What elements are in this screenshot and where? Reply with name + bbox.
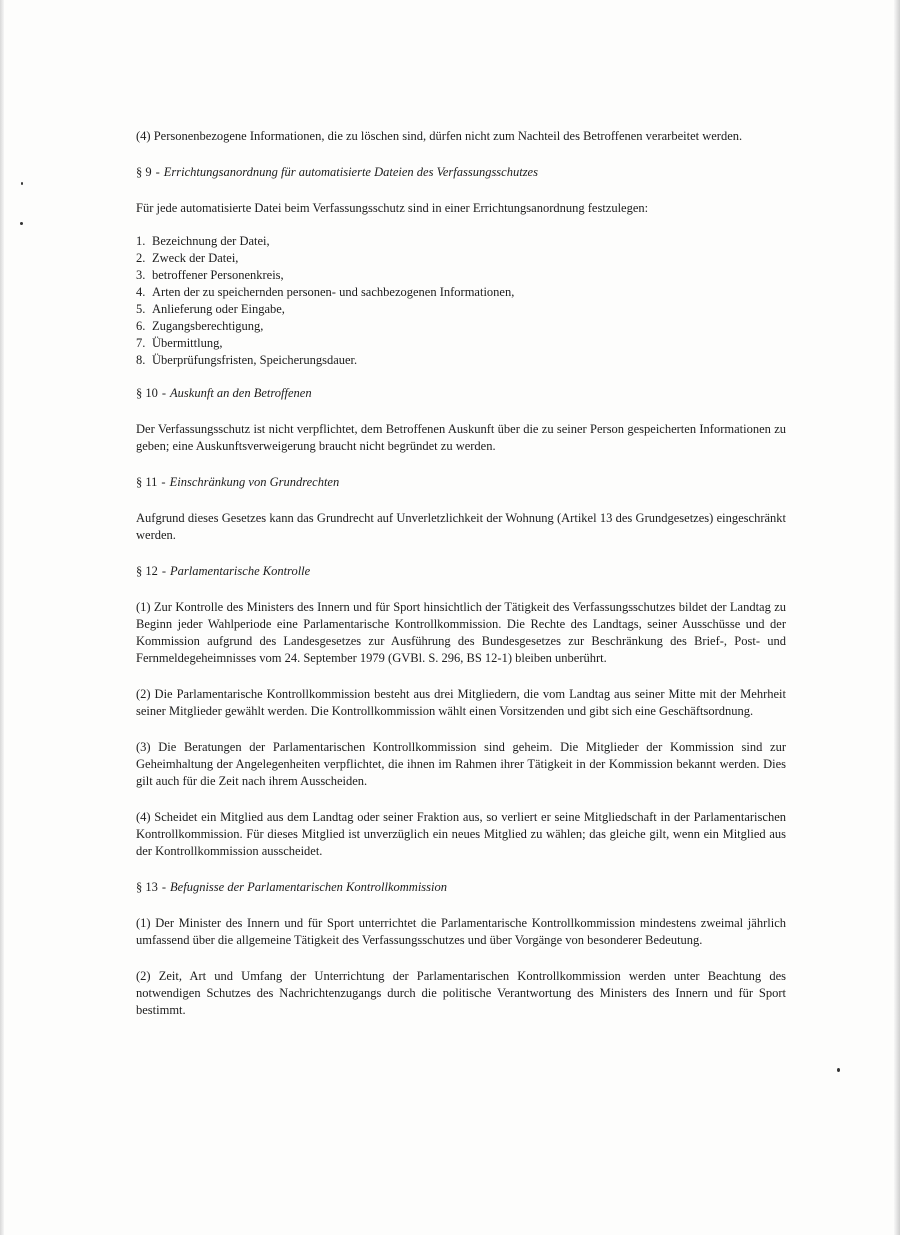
block-gap <box>136 544 786 563</box>
list-item <box>136 233 786 250</box>
section-number: § 11 <box>136 475 158 489</box>
list-item-number: 7. <box>136 336 146 350</box>
list-item-text: Überprüfungsfristen, Speicherungsdauer. <box>152 353 358 367</box>
list-item-number: 4. <box>136 285 146 299</box>
paragraph: (4) Personenbezogene Informationen, die zu löschen sind, dürfen nicht zum Nachteil des Betroffenen verarbeitet werden. <box>136 129 743 143</box>
section-title: Befugnisse der Parlamentarischen Kontrollkommission <box>170 880 447 894</box>
section-heading <box>136 164 786 181</box>
list-item-number: 1. <box>136 234 146 248</box>
paragraph: (3) Die Beratungen der Parlamentarischen Kontrollkommission sind geheim. Die Mitglieder der Kommission sind zur Geheimhaltung der Angelegenheiten verpflichtet, die ihnen im Rahmen ihrer Tätigkeit in der Kommission bekannt werden. Dies gilt auch für die Zeit nach ihrem Ausscheiden. <box>136 740 786 788</box>
section-dash: - <box>155 165 160 179</box>
scan-speck <box>837 1068 840 1072</box>
list-item <box>136 267 786 284</box>
list-item-number: 3. <box>136 268 146 282</box>
block-gap <box>136 402 786 421</box>
section-title: Errichtungsanordnung für automatisierte Dateien des Verfassungsschutzes <box>163 165 538 179</box>
block-gap <box>136 860 786 879</box>
block-gap <box>136 949 786 968</box>
block-gap <box>136 896 786 915</box>
list-item-text: Zweck der Datei, <box>152 251 239 265</box>
block-gap <box>136 369 786 385</box>
list-item-text: Zugangsberechtigung, <box>152 319 264 333</box>
list-item-number: 5. <box>136 302 146 316</box>
list-item-text: Anlieferung oder Eingabe, <box>152 302 285 316</box>
list-item-number: 6. <box>136 319 146 333</box>
section-number: § 9 <box>136 165 152 179</box>
block-gap <box>136 720 786 739</box>
list-item-number: 8. <box>136 353 146 367</box>
paragraph: (2) Die Parlamentarische Kontrollkommission besteht aus drei Mitgliedern, die vom Landtag aus seiner Mitte mit der Mehrheit seiner Mitglieder gewählt werden. Die Kontrollkommission wählt einen Vorsitzenden und gibt sich eine Geschäftsordnung. <box>136 687 786 718</box>
list-item <box>136 352 786 369</box>
block-gap <box>136 491 786 510</box>
section-dash: - <box>161 475 166 489</box>
block-gap <box>136 455 786 474</box>
block-gap <box>136 667 786 686</box>
list-item <box>136 301 786 318</box>
section-heading <box>136 879 786 896</box>
section-title: Parlamentarische Kontrolle <box>170 564 311 578</box>
section-dash: - <box>161 880 167 894</box>
list-item <box>136 284 786 301</box>
section-title: Auskunft an den Betroffenen <box>170 386 312 400</box>
list-item-text: Übermittlung, <box>152 336 223 350</box>
paragraph: (2) Zeit, Art und Umfang der Unterrichtung der Parlamentarischen Kontrollkommission werden unter Beachtung des notwendigen Schutzes des Nachrichtenzugangs durch die politische Verantwortung des Ministers des Innern und für Sport bestimmt. <box>136 969 786 1017</box>
list-item-text: Arten der zu speichernden personen- und sachbezogenen Informationen, <box>152 285 515 299</box>
block-gap <box>136 580 786 599</box>
section-heading <box>136 474 786 491</box>
section-dash: - <box>161 564 167 578</box>
list-item <box>136 318 786 335</box>
scan-speck <box>21 182 23 185</box>
section-heading <box>136 563 786 580</box>
paragraph: Für jede automatisierte Datei beim Verfassungsschutz sind in einer Errichtungsanordnung festzulegen: <box>136 201 649 215</box>
paragraph: (1) Der Minister des Innern und für Sport unterrichtet die Parlamentarische Kontrollkommission mindestens zweimal jährlich umfassend über die allgemeine Tätigkeit des Verfassungsschutzes und über Vorgänge von besonderer Bedeutung. <box>136 916 786 947</box>
paragraph: Aufgrund dieses Gesetzes kann das Grundrecht auf Unverletzlichkeit der Wohnung (Artikel 13 des Grundgesetzes) eingeschränkt werden. <box>136 511 786 542</box>
block-gap <box>136 217 786 233</box>
section-title: Einschränkung von Grundrechten <box>169 475 340 489</box>
list-item-text: betroffener Personenkreis, <box>152 268 284 282</box>
section-number: § 10 <box>136 386 158 400</box>
block-gap <box>136 145 786 164</box>
scan-edge-right <box>894 0 900 1235</box>
paragraph: (1) Zur Kontrolle des Ministers des Innern und für Sport hinsichtlich der Tätigkeit des Verfassungsschutzes bildet der Landtag zu Beginn jeder Wahlperiode eine Parlamentarische Kontrollkommission. Die Rechte des Landtags, seiner Ausschüsse und der Kommission aufgrund des Landesgesetzes zur Ausführung des Bundesgesetzes zur Beschränkung des Brief-, Post- und Fernmeldegeheimnisses vom 24. September 1979 (GVBl. S. 296, BS 12-1) bleiben unberührt. <box>136 600 786 665</box>
list-item-text: Bezeichnung der Datei, <box>152 234 270 248</box>
paragraph: (4) Scheidet ein Mitglied aus dem Landtag oder seiner Fraktion aus, so verliert er seine Mitgliedschaft in der Parlamentarischen Kontrollkommission. Für dieses Mitglied ist unverzüglich ein neues Mitglied zu wählen; das gleiche gilt, wenn ein Mitglied aus der Kontrollkommission ausscheidet. <box>136 810 786 858</box>
block-gap <box>136 790 786 809</box>
section-heading <box>136 385 786 402</box>
paragraph: Der Verfassungsschutz ist nicht verpflichtet, dem Betroffenen Auskunft über die zu seiner Person gespeicherten Informationen zu geben; eine Auskunftsverweigerung braucht nicht begründet zu werden. <box>136 422 786 453</box>
document-body <box>136 128 786 1019</box>
list-item <box>136 250 786 267</box>
section-dash: - <box>161 386 167 400</box>
list-item <box>136 335 786 352</box>
enumerated-list <box>136 233 786 369</box>
block-gap <box>136 181 786 200</box>
scan-speck <box>20 222 23 225</box>
section-number: § 12 <box>136 564 158 578</box>
scan-edge-left <box>0 0 4 1235</box>
section-number: § 13 <box>136 880 158 894</box>
list-item-number: 2. <box>136 251 146 265</box>
